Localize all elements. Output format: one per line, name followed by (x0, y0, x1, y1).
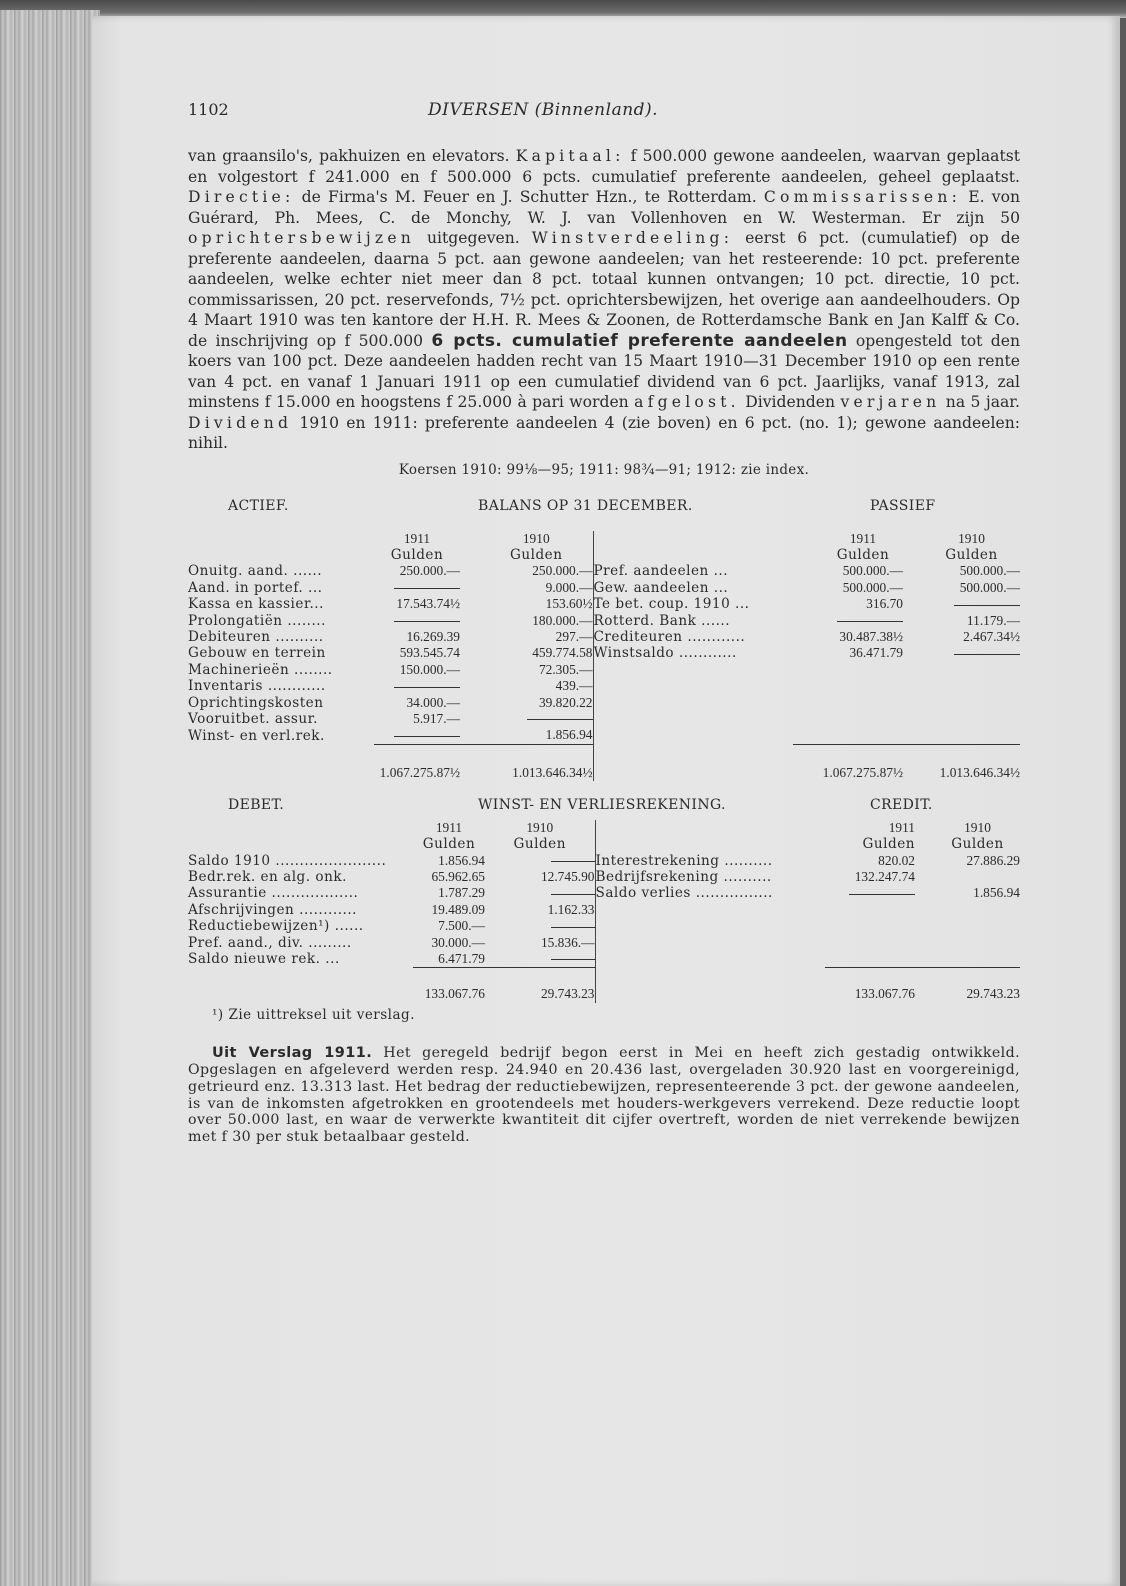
credit-1911 (825, 935, 915, 951)
passief-1910 (903, 645, 1020, 661)
empty-value-dash (394, 588, 460, 589)
passief-1910 (903, 711, 1020, 727)
debet-label: Afschrijvingen ............ (188, 901, 357, 918)
actief-label: Machinerieën ........ (188, 661, 333, 678)
table-row (188, 662, 1020, 678)
col-unit: Gulden (862, 836, 915, 853)
debet-label: Pref. aand., div. ......... (188, 934, 352, 951)
col-unit: Gulden (510, 546, 563, 563)
credit-1910: 27.886.29 (966, 852, 1020, 868)
text-run: f 500.000 gewone aandeelen, waarvan geplaatst en volgestort f 241.000 en f 500.000 6 pcts. cumulatief preferente aandeelen, geheel geplaatst. (188, 147, 1021, 186)
table-row (188, 711, 1020, 727)
table-row (188, 596, 1020, 612)
unit-header-row (188, 836, 1020, 852)
debet-1911: 6.471.79 (438, 950, 485, 966)
passief-1911 (793, 695, 903, 711)
credit-label (595, 935, 825, 951)
passief-1910 (903, 695, 1020, 711)
credit-label (595, 951, 825, 968)
col-unit: Gulden (422, 836, 476, 853)
actief-1911: 593.545.74 (399, 645, 460, 661)
passief-label: Crediteuren ............ (593, 629, 793, 645)
debet-total-1911: 133.067.76 (413, 968, 485, 1003)
col-year-1910: 1910 (526, 819, 554, 835)
empty-value-dash (849, 894, 915, 895)
credit-total-1910: 29.743.23 (915, 968, 1020, 1003)
debet-1911: 7.500.— (438, 918, 485, 934)
passief-1910: 2.467.34½ (963, 628, 1020, 644)
balans-table (188, 531, 1020, 782)
empty-value-dash (551, 861, 595, 862)
empty-value-dash (551, 927, 595, 928)
table-row (188, 853, 1020, 869)
credit-1911 (825, 951, 915, 968)
col-unit: Gulden (390, 546, 444, 563)
actief-label: Gebouw en terrein (188, 645, 326, 662)
actief-label: Aand. in portef. ... (188, 579, 323, 596)
empty-value-dash (954, 605, 1020, 606)
balans-headings (188, 496, 1020, 517)
table-row (188, 645, 1020, 661)
debet-heading: DEBET. (228, 797, 285, 814)
debet-1911: 30.000.— (431, 934, 485, 950)
table-row (188, 695, 1020, 711)
dividend-label: Dividend (188, 413, 293, 432)
table-row (188, 563, 1020, 579)
col-year-1910: 1910 (958, 530, 985, 546)
credit-label: Interestrekening .......... (595, 853, 825, 869)
actief-1911: 17.543.74½ (396, 596, 460, 612)
debet-1910 (485, 885, 595, 901)
table-row (188, 629, 1020, 645)
table-row (188, 951, 1020, 968)
verslag-heading: Uit Verslag 1911. (212, 1045, 373, 1062)
running-title: DIVERSEN (Binnenland). (428, 100, 659, 120)
credit-1910 (915, 869, 1020, 885)
col-year-1910: 1910 (964, 819, 991, 835)
col-year-1911: 1911 (849, 530, 877, 546)
empty-value-dash (837, 621, 903, 622)
year-header-row (188, 820, 1020, 836)
running-header (188, 100, 1020, 126)
passief-1910 (903, 678, 1020, 694)
actief-1910: 9.000.— (545, 579, 593, 595)
debet-1910 (485, 853, 595, 869)
table-row (188, 918, 1020, 934)
table-row (188, 885, 1020, 901)
passief-label (593, 711, 793, 727)
balans-total-row (188, 744, 1020, 781)
table-row (188, 869, 1020, 885)
debet-label: Reductiebewijzen¹) ...... (188, 918, 364, 935)
col-year-1911: 1911 (435, 819, 463, 835)
actief-heading: ACTIEF. (228, 498, 289, 514)
kapitaal-label: Kapitaal: (515, 147, 625, 165)
text-run: na 5 jaar. (940, 393, 1020, 411)
passief-1910 (903, 662, 1020, 678)
passief-label (593, 662, 793, 678)
credit-1911: 132.247.74 (854, 868, 915, 884)
text-run: uitgegeven. (415, 229, 532, 247)
passief-1911: 30.487.38½ (839, 628, 903, 644)
credit-1911: 820.02 (878, 852, 915, 868)
empty-value-dash (527, 719, 593, 720)
credit-label (595, 902, 825, 918)
credit-label: Bedrijfsrekening .......... (595, 869, 825, 885)
debet-1911: 65.962.65 (431, 868, 485, 884)
debet-1910: 15.836.— (540, 934, 595, 950)
winst-total-row (188, 968, 1020, 1003)
credit-1910 (915, 935, 1020, 951)
oprichtersbewijzen-label: oprichtersbewijzen (188, 229, 416, 247)
actief-1911: 34.000.— (406, 694, 460, 710)
passief-1911 (793, 613, 903, 629)
actief-label: Vooruitbet. assur. (188, 710, 318, 727)
passief-heading: PASSIEF (870, 498, 936, 514)
passief-label: Gew. aandeelen ... (593, 580, 793, 596)
table-row (188, 902, 1020, 918)
page-number: 1102 (188, 100, 229, 119)
passief-1910: 500.000.— (959, 563, 1020, 579)
credit-1910 (915, 902, 1020, 918)
text-run: 1910 en 1911: preferente aandeelen 4 (zie boven) en 6 pct. (no. 1); gewone aandeelen: nihil. (188, 413, 1020, 452)
col-year-1911: 1911 (888, 819, 915, 835)
debet-total-1910: 29.743.23 (485, 968, 595, 1003)
credit-label: Saldo verlies ................ (595, 885, 825, 901)
col-year-1911: 1911 (403, 530, 431, 546)
actief-1910: 250.000.— (532, 563, 593, 579)
passief-label: Te bet. coup. 1910 ... (593, 596, 793, 612)
passief-1911: 316.70 (866, 596, 903, 612)
actief-1911: 250.000.— (399, 563, 460, 579)
verslag-text: Het geregeld bedrijf begon eerst in Mei en heeft zich gestadig ontwikkeld. Opgeslagen en afgeleverd werden resp. 24.940 en 20.436 last, overgeladen 30.920 last en voorgereinigd, getrieurd enz. 13.313 last. Het bedrag der reductiebewijzen, representeerende 3 pct. der gewone aandeelen, is van de inkomsten afgetrokken en grootendeels met houders-werkgevers verrekend. Deze reductie loopt over 50.000 last, en waar de verwerkte kwantiteit dit cijfer overtreft, worden de niet verrekende bewijzen met f 30 per stuk betaalbaar gesteld. (188, 1045, 1020, 1146)
passief-total-1910: 1.013.646.34½ (903, 744, 1020, 781)
passief-label: Winstsaldo ............ (593, 645, 793, 661)
winstverdeeling-label: Winstverdeeling: (531, 229, 734, 247)
actief-1910: 180.000.— (532, 612, 593, 628)
passief-1911 (793, 711, 903, 727)
debet-1910: 12.745.90 (540, 868, 595, 884)
debet-1911: 1.856.94 (438, 852, 485, 868)
bold-phrase: 6 pcts. cumulatief preferente aandeelen (431, 330, 848, 351)
passief-1911: 500.000.— (842, 579, 903, 595)
passief-label: Pref. aandeelen ... (593, 563, 793, 579)
passief-1910 (903, 727, 1020, 744)
passief-1910 (903, 596, 1020, 612)
actief-1911: 16.269.39 (406, 628, 460, 644)
debet-label: Assurantie .................. (188, 885, 359, 902)
actief-label: Winst- en verl.rek. (188, 727, 325, 744)
text-run: E. von Guérard, Ph. Mees, C. de Monchy, W. J. van Vollenhoven en W. Westerman. Er zijn 50 (188, 188, 1020, 227)
actief-1910: 1.856.94 (545, 727, 593, 743)
passief-1910: 11.179.— (966, 612, 1020, 628)
actief-total-1910: 1.013.646.34½ (460, 744, 593, 781)
actief-1910: 459.774.58 (532, 645, 593, 661)
actief-1910: 72.305.— (538, 661, 593, 677)
actief-1911 (374, 678, 460, 694)
passief-1911: 36.471.79 (849, 645, 903, 661)
credit-label (595, 918, 825, 934)
balans-title: BALANS OP 31 DECEMBER. (478, 498, 693, 514)
debet-1910 (485, 951, 595, 968)
unit-header-row (188, 547, 1020, 563)
credit-1911 (825, 902, 915, 918)
actief-label: Debiteuren .......... (188, 628, 324, 645)
actief-total-1911: 1.067.275.87½ (374, 744, 460, 781)
col-unit: Gulden (945, 546, 998, 563)
passief-total-1911: 1.067.275.87½ (793, 744, 903, 781)
table-row (188, 935, 1020, 951)
col-unit: Gulden (836, 546, 890, 563)
actief-label: Onuitg. aand. ...... (188, 563, 323, 580)
actief-1911 (374, 580, 460, 596)
actief-1910 (460, 711, 593, 727)
empty-value-dash (954, 654, 1020, 655)
actief-1910: 439.— (555, 678, 593, 694)
book-page-edges (0, 10, 100, 1586)
credit-1910: 1.856.94 (973, 885, 1020, 901)
actief-1911 (374, 613, 460, 629)
debet-1910: 1.162.33 (547, 901, 595, 917)
text-run: eerst 6 pct. (cumulatief) op de preferente aandeelen, daarna 5 pct. aan gewone aandeelen; van het resteerende: 10 pct. preferente aandeelen, welke echter niet meer dan 8 pct. totaal kunnen ontvangen; 10 pct. directie, 10 pct. commissarissen, 20 pct. reservefonds, 7½ pct. oprichtersbewijzen, het overige aan aandeelhouders. Op 4 Maart 1910 was ten kantore der H.H. R. Mees & Zoonen, de Rotterdamsche Bank en Jan Kalff & Co. de inschrijving op f 500.000 (188, 229, 1020, 350)
empty-value-dash (551, 894, 595, 895)
debet-label: Saldo 1910 ....................... (188, 852, 387, 869)
actief-1911: 5.917.— (413, 710, 460, 726)
credit-1910 (915, 918, 1020, 934)
winst-headings (188, 795, 1020, 816)
actief-1911 (374, 727, 460, 744)
actief-label: Prolongatiën ........ (188, 612, 326, 629)
col-unit: Gulden (951, 836, 1004, 853)
passief-label: Rotterd. Bank ...... (593, 613, 793, 629)
credit-1911 (825, 885, 915, 901)
koersen-line: Koersen 1910: 99⅛—95; 1911: 98¾—91; 1912: zie index. (398, 461, 810, 478)
empty-value-dash (394, 736, 460, 737)
actief-1911: 150.000.— (399, 661, 460, 677)
commissarissen-label: Commissarissen: (763, 188, 962, 206)
actief-1910: 297.— (555, 628, 593, 644)
table-row (188, 727, 1020, 744)
col-year-1910: 1910 (522, 530, 550, 546)
winst-title: WINST- EN VERLIESREKENING. (478, 797, 726, 814)
debet-label: Saldo nieuwe rek. ... (188, 951, 340, 968)
empty-value-dash (394, 621, 460, 622)
debet-label: Bedr.rek. en alg. onk. (188, 868, 347, 885)
actief-1910: 39.820.22 (538, 694, 593, 710)
passief-1910: 500.000.— (959, 579, 1020, 595)
year-header-row (188, 531, 1020, 547)
text-run: Dividenden (739, 393, 841, 411)
actief-label: Kassa en kassier... (188, 596, 324, 613)
empty-value-dash (551, 959, 595, 960)
credit-1911 (825, 918, 915, 934)
actief-1910: 153.60½ (545, 596, 593, 612)
debet-1910 (485, 918, 595, 934)
text-run: de Firma's M. Feuer en J. Schutter Hzn., te Rotterdam. (294, 188, 764, 206)
table-row (188, 613, 1020, 629)
table-row (188, 580, 1020, 596)
passief-label (593, 678, 793, 694)
passief-1911: 500.000.— (842, 563, 903, 579)
passief-1911 (793, 678, 903, 694)
directie-label: Directie: (188, 188, 295, 206)
winst-table (188, 820, 1020, 1003)
empty-value-dash (394, 687, 460, 688)
actief-label: Inventaris ............ (188, 678, 326, 695)
passief-1911 (793, 662, 903, 678)
company-description (188, 146, 1020, 454)
passief-1911 (793, 727, 903, 744)
credit-heading: CREDIT. (870, 797, 933, 814)
col-unit: Gulden (513, 836, 566, 853)
verslag-paragraph (188, 1045, 1020, 1146)
credit-total-1911: 133.067.76 (825, 968, 915, 1003)
table-row (188, 678, 1020, 694)
debet-1911: 1.787.29 (438, 885, 485, 901)
text-run: opengesteld tot den koers van 100 pct. Deze aandeelen hadden recht van 15 Maart 1910—31 December 1910 op een rente van 4 pct. en vanaf 1 Januari 1911 op een cumulatief dividend van 6 pct. Jaarlijks, vanaf 1913, zal minstens f 15.000 en hoogstens f 25.000 à pari worden (188, 331, 1020, 411)
debet-1911: 19.489.09 (431, 901, 485, 917)
credit-1910 (915, 951, 1020, 968)
passief-label (593, 695, 793, 711)
actief-label: Oprichtingskosten (188, 694, 324, 711)
afgelost-label: afgelost. (634, 393, 740, 411)
verjaren-label: verjaren (840, 393, 941, 411)
page-content (188, 100, 1020, 1160)
passief-label (593, 727, 793, 744)
text-run: van graansilo's, pakhuizen en elevators. (188, 147, 516, 165)
footnote: ¹) Zie uittreksel uit verslag. (212, 1006, 415, 1023)
